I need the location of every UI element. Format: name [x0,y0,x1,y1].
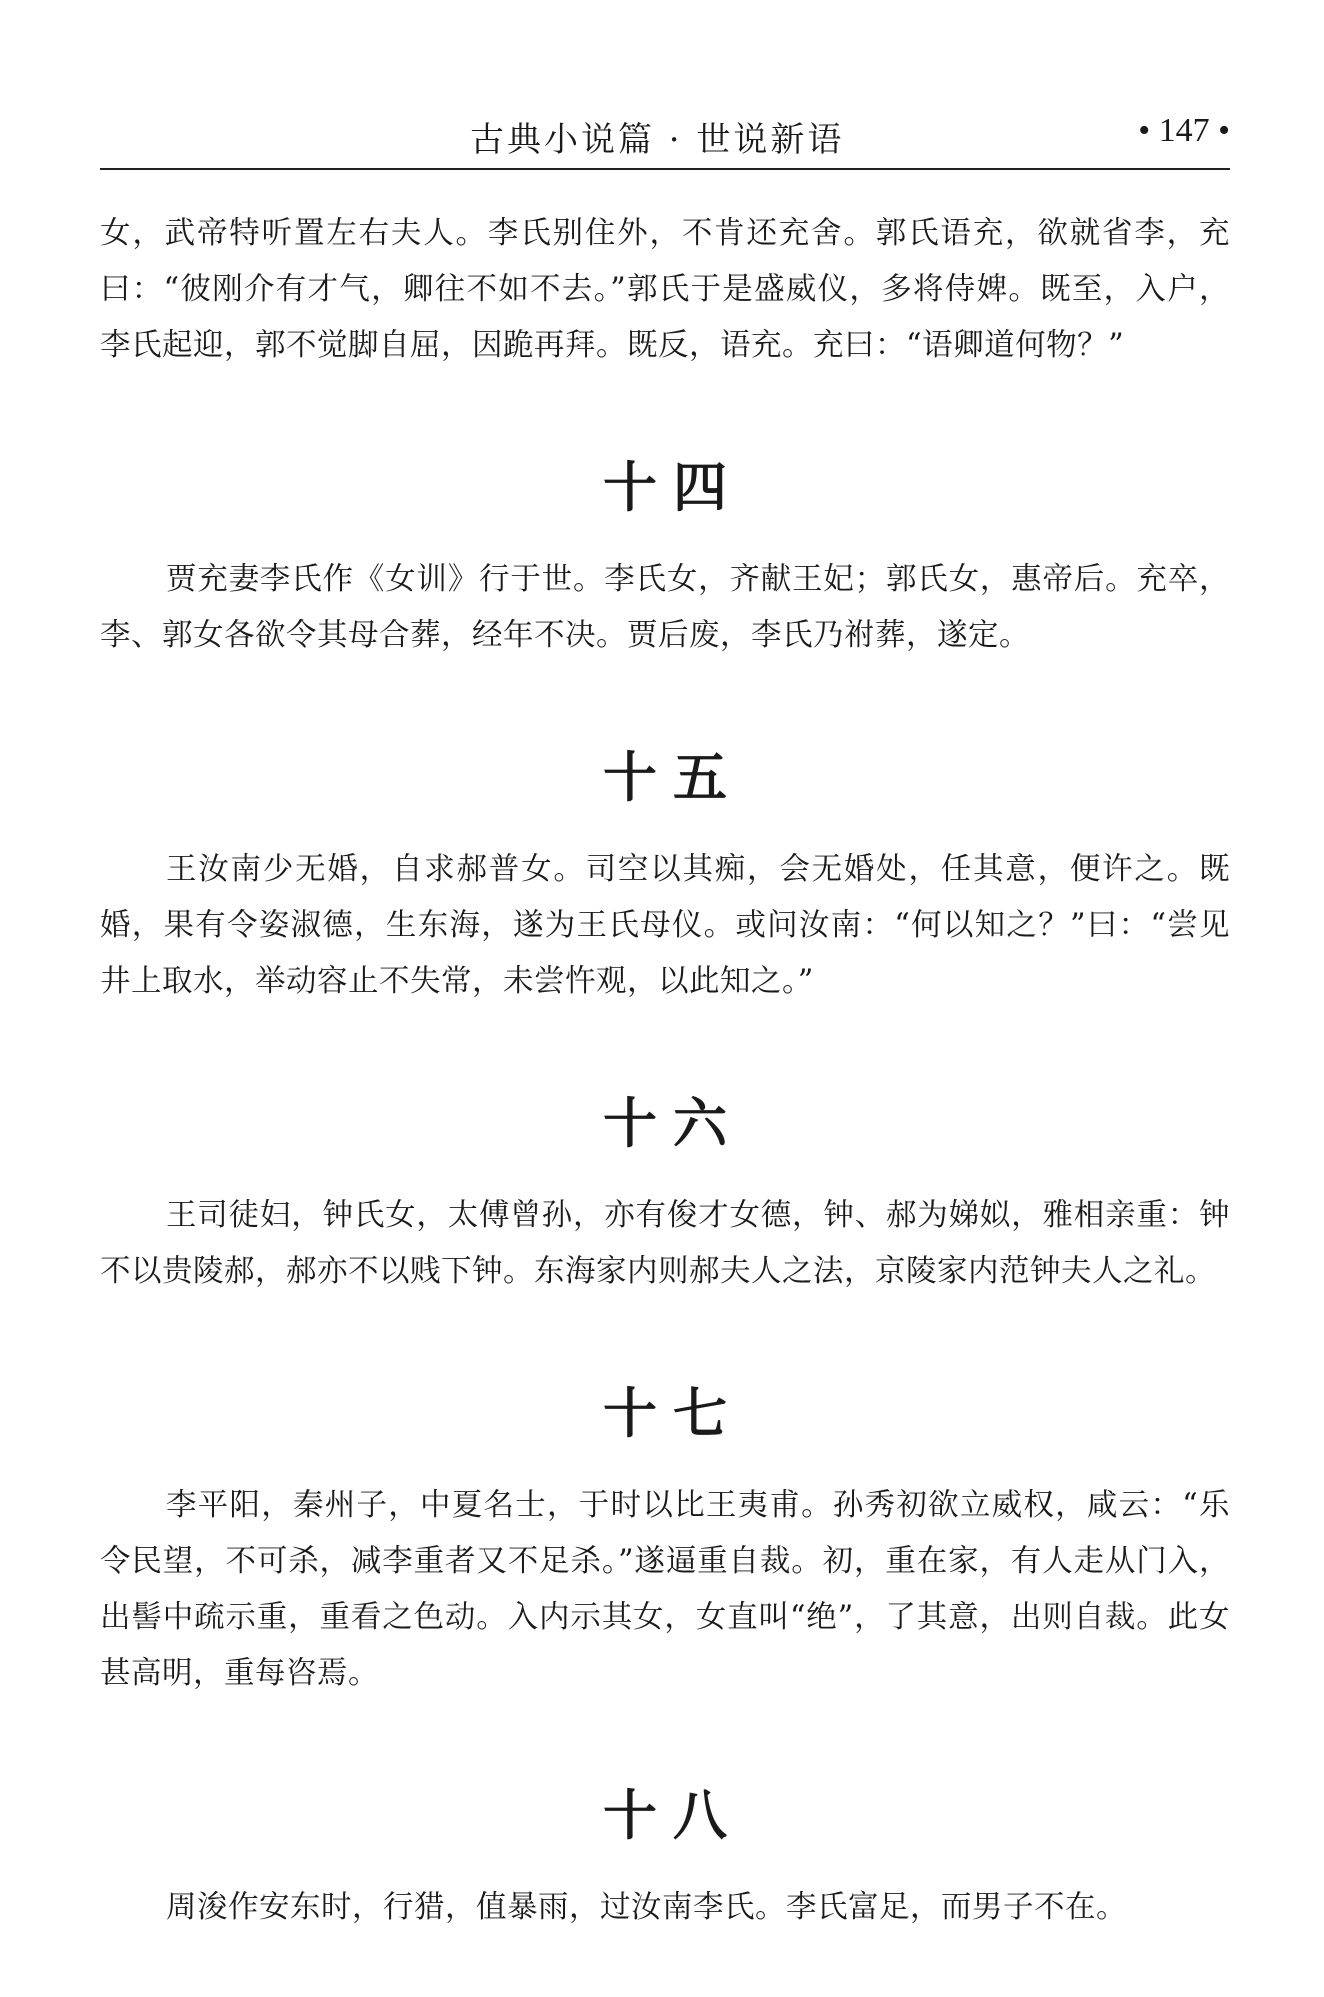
section-paragraph-14: 贾充妻李氏作《女训》行于世。李氏女，齐献王妃；郭氏女，惠帝后。充卒，李、郭女各欲令其母合葬，经年不决。贾后废，李氏乃祔葬，遂定。 [100,562,1230,653]
section-paragraph-17: 李平阳，秦州子，中夏名士，于时以比王夷甫。孙秀初欲立威权，咸云：“乐令民望，不可杀，减李重者又不足杀。”遂逼重自裁。初，重在家，有人走从门入，出髻中疏示重，重看之色动。入内示其女，女直叫“绝”，了其意，出则自裁。此女甚高明，重每咨焉。 [100,1488,1230,1691]
section-heading-15: 十五 [603,746,743,809]
section-paragraph-15: 王汝南少无婚，自求郝普女。司空以其痴，会无婚处，任其意，便许之。既婚，果有令姿淑德，生东海，遂为王氏母仪。或问汝南：“何以知之？”曰：“尝见井上取水，举动容止不失常，未尝忤观，以此知之。” [100,852,1230,999]
section-heading-14: 十四 [603,456,743,519]
page-body [100,206,1230,1936]
section-heading-16: 十六 [603,1092,743,1155]
intro-paragraph: 女，武帝特听置左右夫人。李氏别住外，不肯还充舍。郭氏语充，欲就省李，充曰：“彼刚介有才气，卿往不如不去。”郭氏于是盛威仪，多将侍婢。既至，入户，李氏起迎，郭不觉脚自屈，因跪再拜。既反，语充。充曰：“语卿道何物？” [100,216,1230,363]
running-head [100,112,1230,162]
book-title: 古典小说篇 · 世说新语 [470,120,845,160]
section-heading-18: 十八 [603,1784,743,1847]
section-paragraph-18: 周浚作安东时，行猎，值暴雨，过汝南李氏。李氏富足，而男子不在。 [166,1890,1127,1925]
page-number: • 147 • [1138,112,1230,149]
header-rule [100,168,1230,170]
section-paragraph-16: 王司徒妇，钟氏女，太傅曾孙，亦有俊才女德，钟、郝为娣姒，雅相亲重：钟不以贵陵郝，郝亦不以贱下钟。东海家内则郝夫人之法，京陵家内范钟夫人之礼。 [100,1198,1230,1289]
section-heading-17: 十七 [603,1382,743,1445]
